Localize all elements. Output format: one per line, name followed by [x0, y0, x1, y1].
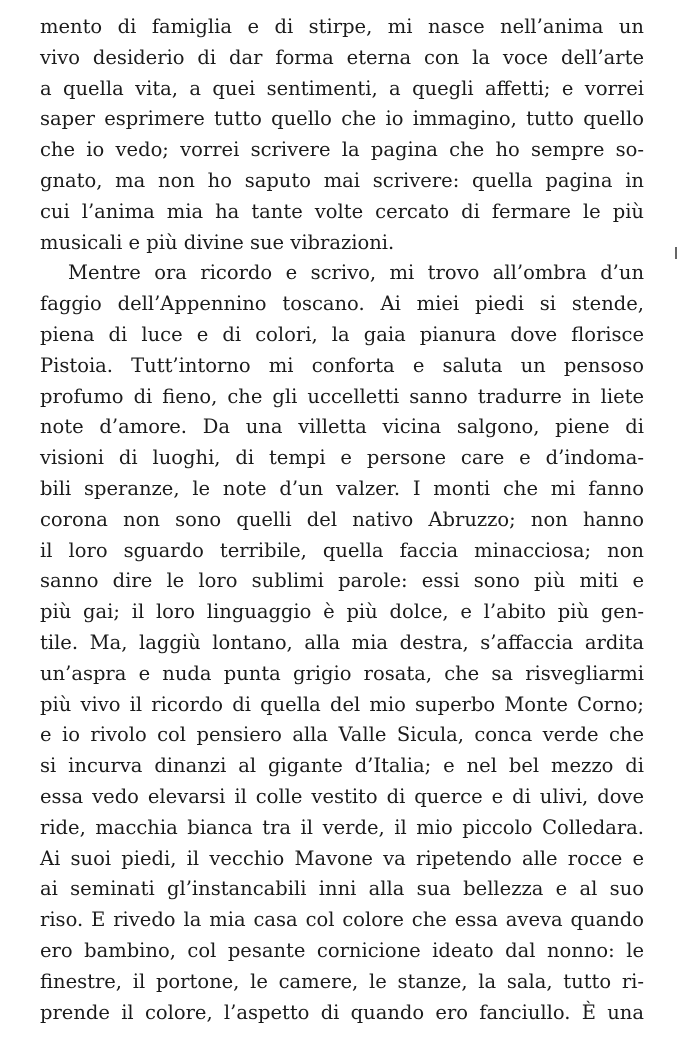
- text-line: Pistoia. Tutt’intorno mi conforta e saluta un pensoso: [40, 353, 644, 377]
- text-line: sanno dire le loro sublimi parole: essi sono più miti e: [40, 569, 644, 593]
- text-line: che io vedo; vorrei scrivere la pagina che ho sempre so-: [40, 138, 644, 162]
- text-line: si incurva dinanzi al gigante d’Italia; e nel bel mezzo di: [40, 754, 644, 778]
- text-line: più vivo il ricordo di quella del mio superbo Monte Corno;: [40, 692, 644, 716]
- text-line: faggio dell’Appennino toscano. Ai miei piedi si stende,: [40, 292, 644, 316]
- document-page: [40, 12, 644, 1028]
- text-line: mento di famiglia e di stirpe, mi nasce nell’anima un: [40, 15, 644, 38]
- text-line: gnato, ma non ho saputo mai scrivere: quella pagina in: [40, 168, 644, 192]
- text-line: un’aspra e nuda punta grigio rosata, che sa risvegliarmi: [40, 661, 644, 685]
- text-line: riso. E rivedo la mia casa col colore che essa aveva quando: [40, 908, 644, 932]
- text-line: Ai suoi piedi, il vecchio Mavone va ripetendo alle rocce e: [40, 846, 644, 870]
- text-line: profumo di fieno, che gli uccelletti sanno tradurre in liete: [40, 384, 644, 408]
- text-line: note d’amore. Da una villetta vicina salgono, piene di: [40, 415, 644, 439]
- text-line: finestre, il portone, le camere, le stanze, la sala, tutto ri-: [40, 969, 644, 993]
- text-line: ai seminati gl’instancabili inni alla sua bellezza e al suo: [40, 877, 644, 901]
- text-line: corona non sono quelli del nativo Abruzzo; non hanno: [40, 507, 644, 531]
- text-line: vivo desiderio di dar forma eterna con la voce dell’arte: [40, 45, 644, 69]
- text-line: cui l’anima mia ha tante volte cercato di fermare le più: [40, 199, 644, 223]
- text-line: ride, macchia bianca tra il verde, il mio piccolo Colledara.: [40, 815, 644, 839]
- paragraph-2: [40, 258, 644, 1028]
- text-line: bili speranze, le note d’un valzer. I monti che mi fanno: [40, 476, 644, 500]
- text-line: piena di luce e di colori, la gaia pianura dove florisce: [40, 322, 644, 346]
- text-line: più gai; il loro linguaggio è più dolce, e l’abito più gen-: [40, 600, 644, 624]
- text-line: Mentre ora ricordo e scrivo, mi trovo all’ombra d’un: [68, 261, 644, 285]
- text-line: visioni di luoghi, di tempi e persone care e d’indoma-: [40, 446, 644, 470]
- scan-speck: [675, 247, 677, 259]
- text-line: ero bambino, col pesante cornicione ideato dal nonno: le: [40, 938, 644, 962]
- paragraph-1: [40, 12, 644, 258]
- text-line: a quella vita, a quei sentimenti, a quegli affetti; e vorrei: [40, 76, 644, 100]
- text-line: musicali e più divine sue vibrazioni.: [40, 230, 395, 254]
- text-line: il loro sguardo terribile, quella faccia minacciosa; non: [40, 538, 644, 562]
- text-line: essa vedo elevarsi il colle vestito di querce e di ulivi, dove: [40, 784, 644, 808]
- text-line: prende il colore, l’aspetto di quando ero fanciullo. È una: [40, 1000, 644, 1024]
- text-line: e io rivolo col pensiero alla Valle Sicula, conca verde che: [40, 723, 644, 747]
- text-line: tile. Ma, laggiù lontano, alla mia destra, s’affaccia ardita: [40, 630, 644, 654]
- text-line: saper esprimere tutto quello che io immagino, tutto quello: [40, 107, 644, 131]
